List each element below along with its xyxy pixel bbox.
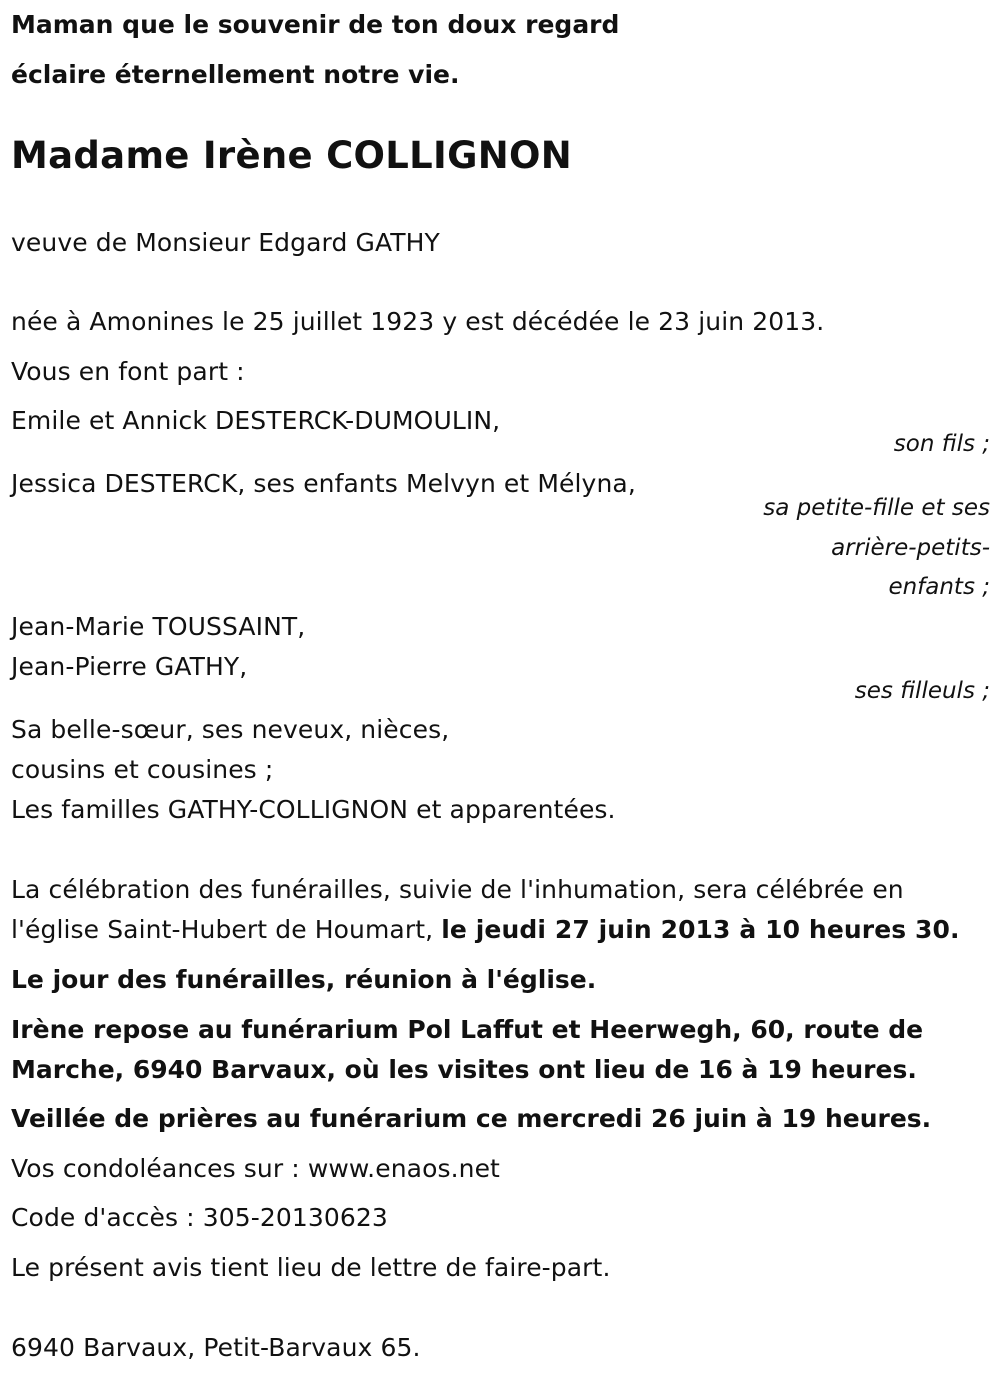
access-code: Code d'accès : 305-20130623 <box>11 1203 388 1232</box>
announce-intro: Vous en font part : <box>11 357 245 386</box>
family-godchildren-relation: ses filleuls ; <box>854 678 990 704</box>
family-son-name: Emile et Annick DESTERCK-DUMOULIN, <box>11 406 501 435</box>
family-granddaughter-name: Jessica DESTERCK, ses enfants Melvyn et Mélyna, <box>11 469 636 498</box>
family-others-3: Les familles GATHY-COLLIGNON et apparentées. <box>11 795 616 824</box>
deceased-name: Madame Irène COLLIGNON <box>11 134 573 177</box>
funeral-line-2 <box>11 915 960 944</box>
funeral-datetime: le jeudi 27 juin 2013 à 10 heures 30. <box>441 915 960 944</box>
family-godchild-2: Jean-Pierre GATHY, <box>11 652 248 681</box>
family-son-relation: son fils ; <box>893 431 990 457</box>
family-granddaughter-relation-2: arrière-petits- <box>831 535 990 561</box>
family-others-2: cousins et cousines ; <box>11 755 274 784</box>
family-others-1: Sa belle-sœur, ses neveux, nièces, <box>11 715 450 744</box>
epitaph-line-1: Maman que le souvenir de ton doux regard <box>11 10 620 39</box>
family-granddaughter-relation-3: enfants ; <box>888 574 990 600</box>
birth-death: née à Amonines le 25 juillet 1923 y est décédée le 23 juin 2013. <box>11 307 825 336</box>
vigil-note: Veillée de prières au funérarium ce mercredi 26 juin à 19 heures. <box>11 1104 932 1133</box>
meeting-note: Le jour des funérailles, réunion à l'église. <box>11 965 597 994</box>
repose-line-2: Marche, 6940 Barvaux, où les visites ont lieu de 16 à 19 heures. <box>11 1055 917 1084</box>
address: 6940 Barvaux, Petit-Barvaux 65. <box>11 1333 421 1362</box>
family-granddaughter-relation-1: sa petite-fille et ses <box>763 495 990 521</box>
funeral-line-1: La célébration des funérailles, suivie de l'inhumation, sera célébrée en <box>11 875 904 904</box>
condolences-note: Vos condoléances sur : www.enaos.net <box>11 1154 500 1183</box>
epitaph-line-2: éclaire éternellement notre vie. <box>11 60 460 89</box>
widow-of: veuve de Monsieur Edgard GATHY <box>11 228 440 257</box>
notice-text: Le présent avis tient lieu de lettre de faire-part. <box>11 1253 611 1282</box>
repose-line-1: Irène repose au funérarium Pol Laffut et Heerwegh, 60, route de <box>11 1015 924 1044</box>
funeral-place: l'église Saint-Hubert de Houmart, <box>11 915 442 944</box>
family-godchild-1: Jean-Marie TOUSSAINT, <box>11 612 306 641</box>
